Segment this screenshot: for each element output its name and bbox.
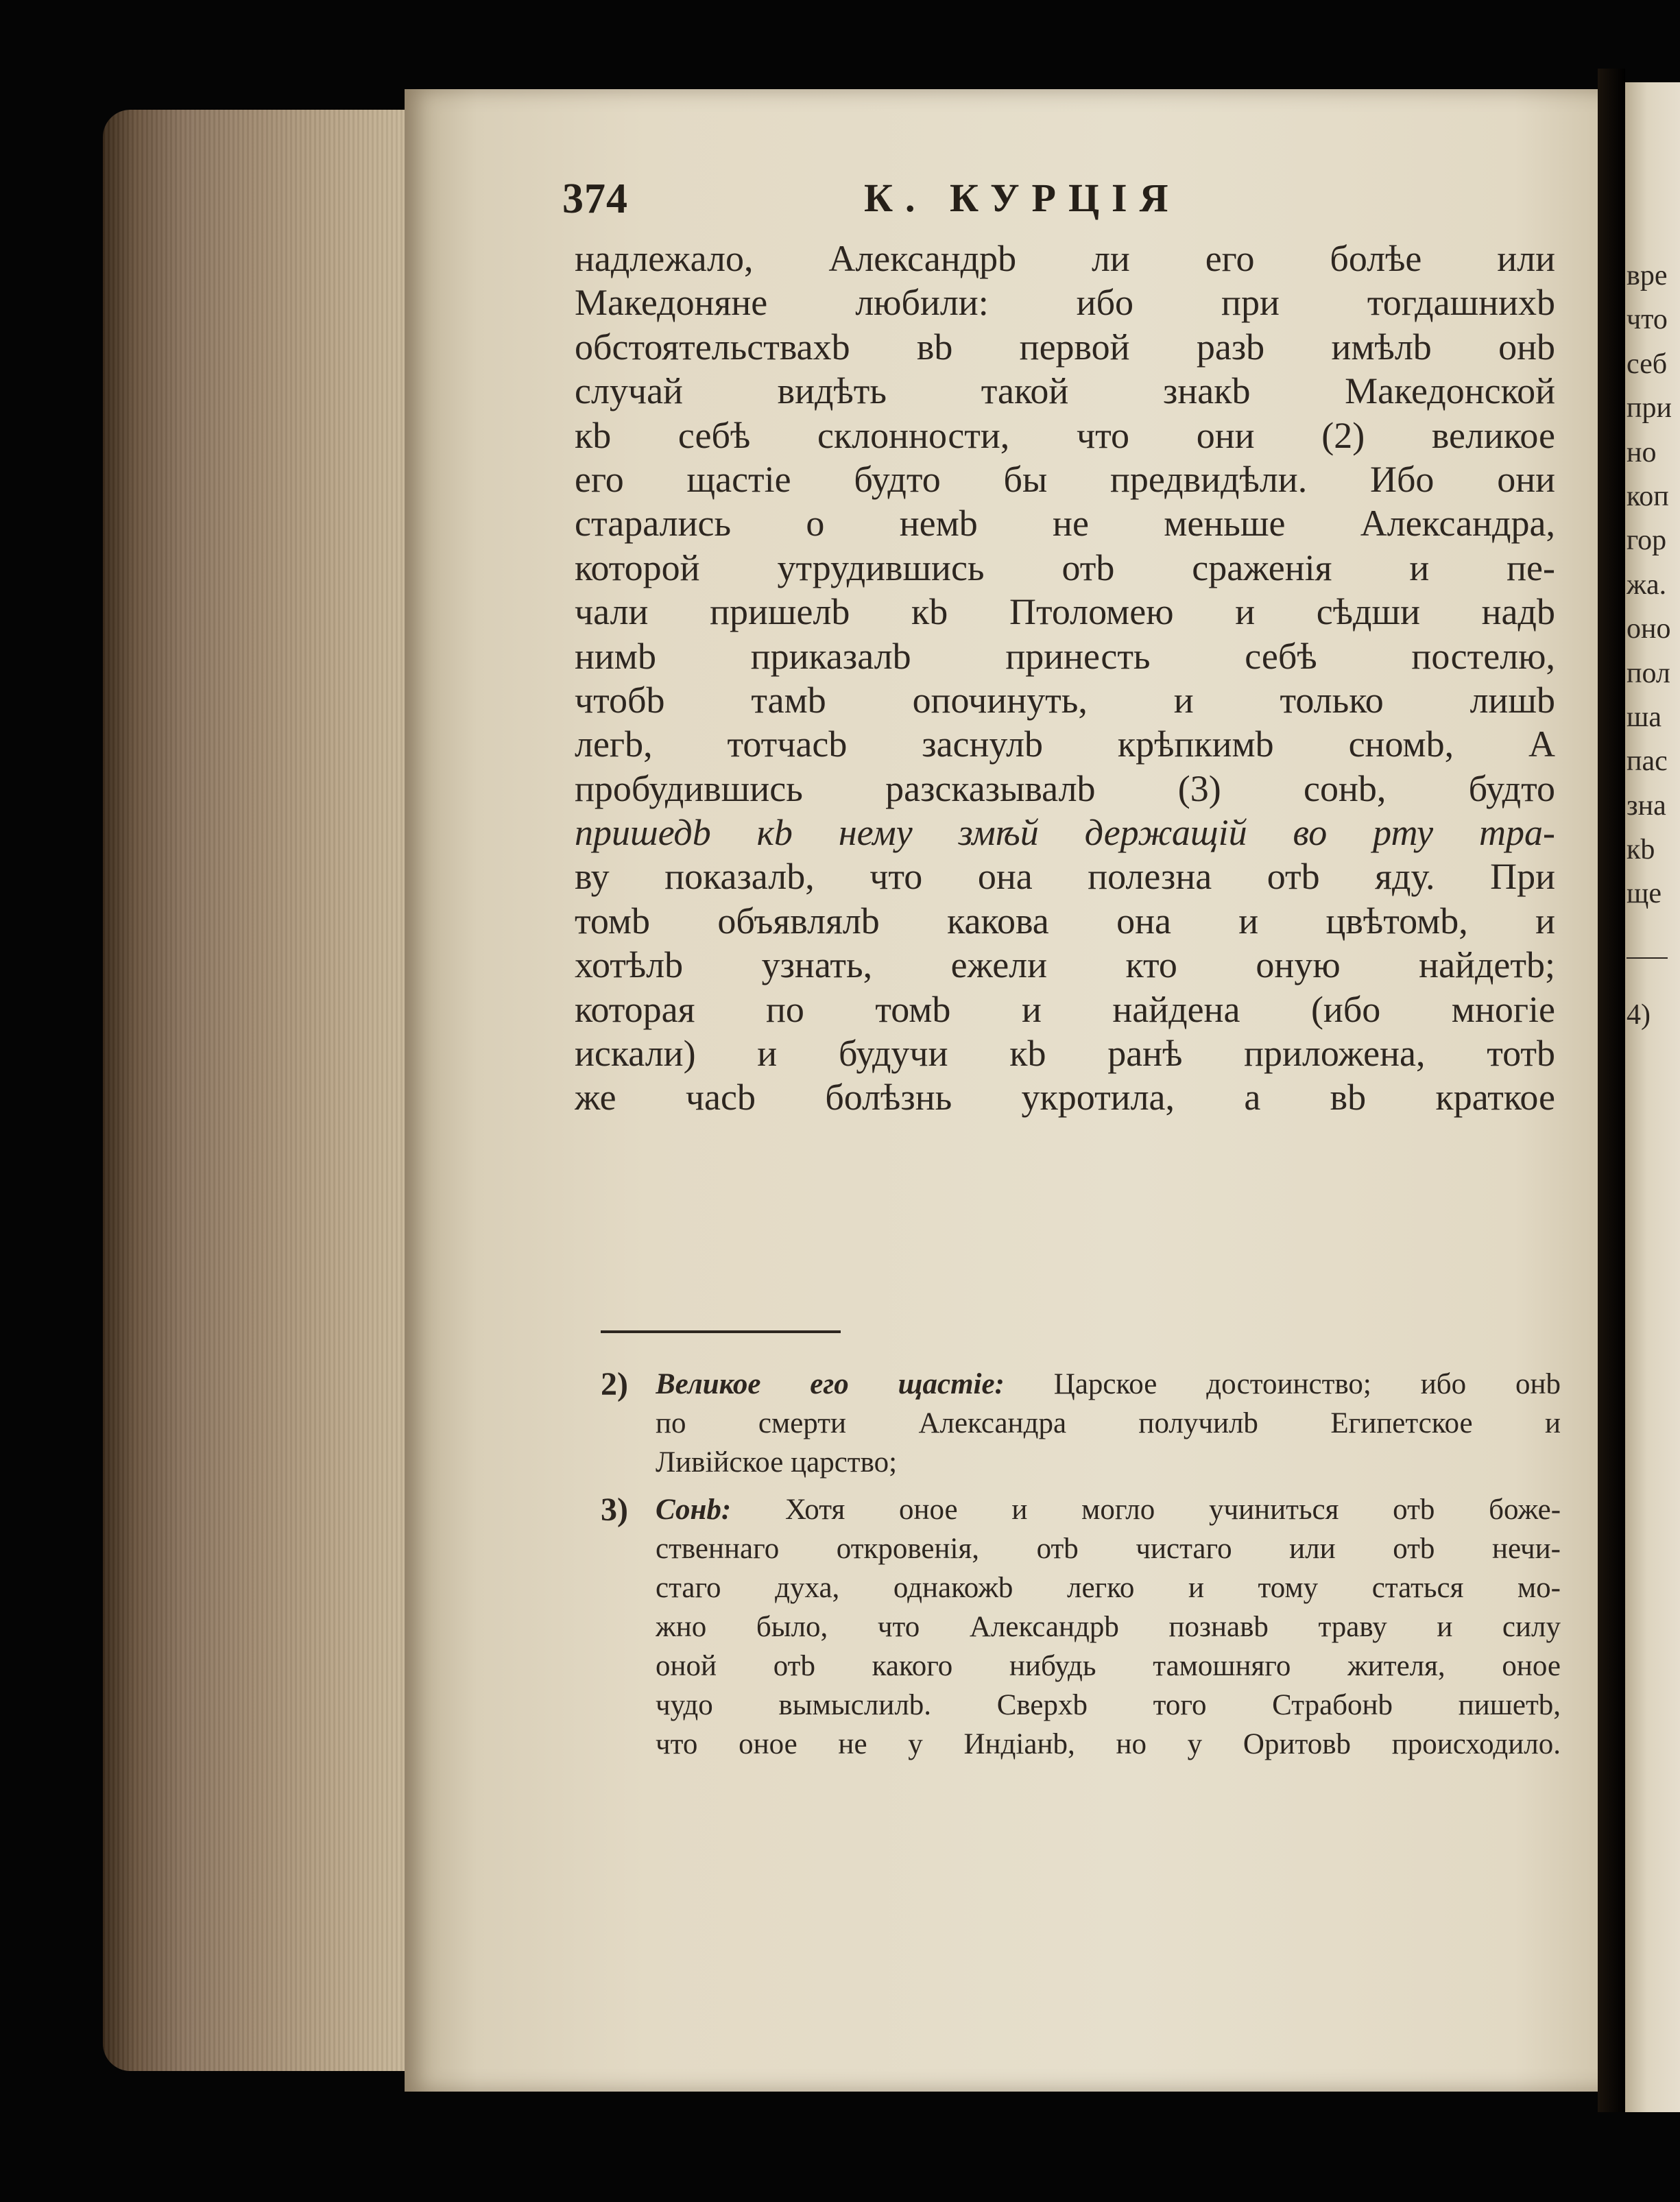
text-line: которой утрудившись отb сраженія и пе- xyxy=(575,547,1555,588)
facing-page-fragment: вре xyxy=(1627,260,1668,291)
footnote xyxy=(601,1490,1561,1764)
text-line: хотѣлb узнать, ежели кто оную найдетb; xyxy=(575,944,1555,986)
main-text xyxy=(575,237,1555,1120)
text-line: старались о немb не меньше Александра, xyxy=(575,503,1555,544)
text-line-italic: пришедb кb нему змѣй держащій во рту тра- xyxy=(575,812,1555,854)
footnote-line: чудо вымыслилb. Сверхb того Страбонb пишетb, xyxy=(656,1689,1561,1721)
page-number: 374 xyxy=(562,176,628,222)
text-line: чали пришелb кb Птоломею и сѣдши надb xyxy=(575,591,1555,633)
footnote-line: жно было, что Александрb познавb траву и силу xyxy=(656,1611,1561,1643)
footnote-line: по смерти Александра получилb Египетское и xyxy=(656,1407,1561,1439)
running-title: К. КУРЦІЯ xyxy=(864,176,1181,220)
facing-page-fragment: кb xyxy=(1627,834,1655,866)
text-line: его щастіе будто бы предвидѣли. Ибо они xyxy=(575,458,1555,500)
book-gutter xyxy=(1598,69,1625,2112)
text-line: же часb болѣзнь укротила, а вb краткое xyxy=(575,1077,1555,1118)
facing-page-rule xyxy=(1627,957,1668,959)
facing-page-fragment: зна xyxy=(1627,789,1666,822)
facing-page-fragment: при xyxy=(1627,392,1672,424)
text-line: искали) и будучи кb ранѣ приложена, тотb xyxy=(575,1033,1555,1075)
text-line: пробудившись разсказывалb (3) сонb, будто xyxy=(575,767,1555,809)
facing-page-fragment: жа. xyxy=(1627,569,1667,601)
facing-page-fragment: себ xyxy=(1627,348,1668,380)
facing-page-fragment: что xyxy=(1627,304,1668,336)
facing-page-fragment: 4) xyxy=(1627,998,1651,1031)
footnote-line: ственнаго откровенія, отb чистаго или отb нечи- xyxy=(656,1533,1561,1565)
facing-page-fragment: пас xyxy=(1627,745,1668,778)
footnote-term: Великое его щастіе: xyxy=(656,1368,1005,1400)
footnote xyxy=(601,1365,1561,1482)
footnote-line: стаго духа, однакожb легко и тому статься мо- xyxy=(656,1572,1561,1604)
page-header xyxy=(562,175,1557,237)
footnote-term: Сонb: xyxy=(656,1494,732,1526)
footnote-text: Царское достоинство; ибо онb xyxy=(1053,1368,1561,1400)
text-line: надлежало, Александрb ли его болѣе или xyxy=(575,238,1555,279)
footnote-line xyxy=(656,1490,1561,1529)
text-line: случай видѣть такой знакb Македонской xyxy=(575,370,1555,412)
facing-page-fragment: оно xyxy=(1627,613,1671,645)
text-line: Македоняне любили: ибо при тогдашнихb xyxy=(575,282,1555,324)
footnote-line: Ливійское царство; xyxy=(656,1446,898,1479)
facing-page-fragment: гор xyxy=(1627,525,1667,557)
footnotes xyxy=(601,1365,1561,1772)
footnote-line: оной отb какого нибудь тамошняго жителя, оное xyxy=(656,1650,1561,1682)
text-line: кb себѣ склонности, что они (2) великое xyxy=(575,414,1555,456)
text-line: легb, тотчасb заснулb крѣпкимb сномb, А xyxy=(575,723,1555,765)
facing-page-fragment: но xyxy=(1627,436,1657,468)
facing-page-text xyxy=(1627,254,1680,1037)
text-line: обстоятельствахb вb первой разb имѣлb онb xyxy=(575,326,1555,368)
footnote-line: что оное не у Индіанb, но у Оритовb происходило. xyxy=(656,1728,1561,1760)
footnote-mark: 3) xyxy=(601,1492,628,1528)
text-line: чтобb тамb опочинуть, и только лишb xyxy=(575,679,1555,721)
text-line: которая по томb и найдена (ибо многіе xyxy=(575,988,1555,1030)
footnote-mark: 2) xyxy=(601,1366,628,1402)
facing-page-fragment: ша xyxy=(1627,701,1661,733)
footnote-text: Хотя оное и могло учиниться отb боже- xyxy=(784,1494,1561,1526)
facing-page-fragment: пол xyxy=(1627,657,1670,689)
facing-page-fragment: ще xyxy=(1627,878,1661,910)
text-line: томb объявлялb какова она и цвѣтомb, и xyxy=(575,900,1555,942)
footnote-divider xyxy=(601,1330,841,1333)
book-page-edges xyxy=(103,110,432,2071)
facing-page-fragment: коп xyxy=(1627,480,1669,512)
footnote-line xyxy=(656,1365,1561,1404)
text-line: нимb приказалb принесть себѣ постелю, xyxy=(575,635,1555,677)
text-line: ву показалb, что она полезна отb яду. При xyxy=(575,856,1555,898)
